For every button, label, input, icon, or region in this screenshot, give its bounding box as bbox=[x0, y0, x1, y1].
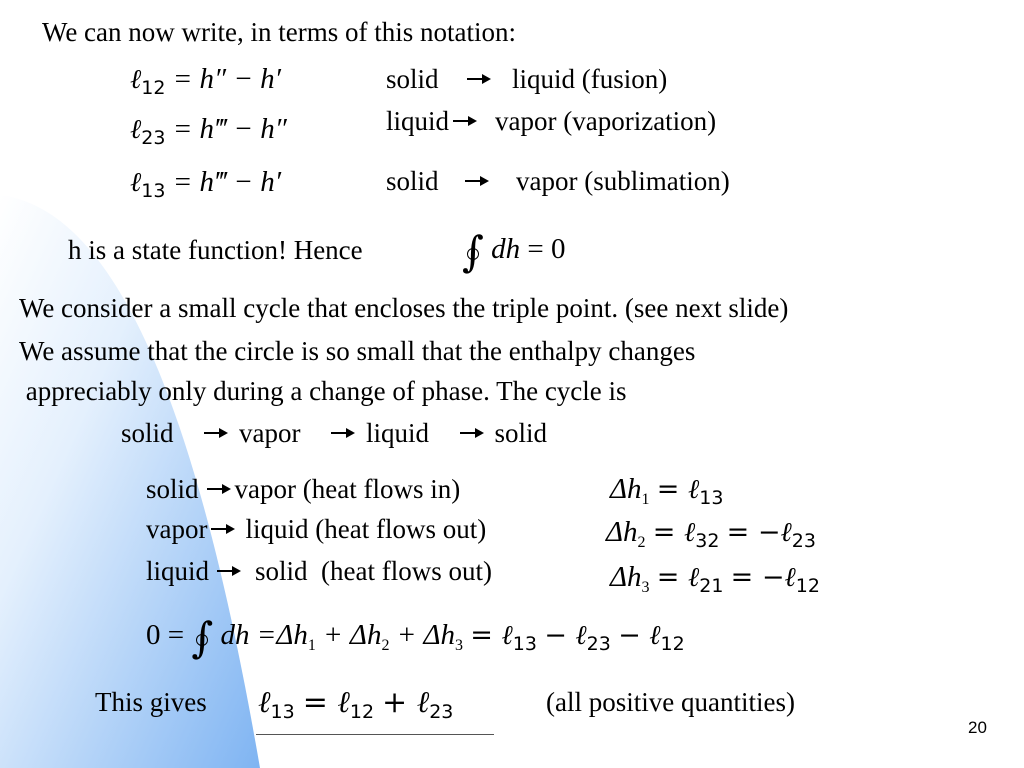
right-arrow-icon bbox=[205, 484, 231, 494]
latent-def-23 bbox=[130, 113, 287, 154]
sum-term: + Δh bbox=[396, 619, 456, 651]
step-1-text bbox=[146, 474, 460, 504]
state-function-text: h is a state function! Hence bbox=[68, 235, 363, 265]
ell-term: = −ℓ bbox=[730, 562, 796, 593]
phase-from: solid bbox=[386, 64, 439, 94]
phase-from: solid bbox=[386, 166, 439, 196]
step-2-text bbox=[146, 514, 486, 544]
ell-term: = ℓ bbox=[302, 685, 350, 720]
ell-subscript: 23 bbox=[791, 530, 816, 552]
closed-integral-eq bbox=[462, 227, 566, 276]
cycle-sum-eq bbox=[146, 613, 685, 662]
latent-desc-23 bbox=[386, 106, 716, 136]
cycle-phase: solid bbox=[494, 418, 548, 448]
ell-term: ℓ bbox=[258, 685, 271, 720]
right-arrow-icon bbox=[463, 176, 489, 186]
latent-def-rhs: = h‴ − h″ bbox=[172, 113, 287, 145]
dh-text: dh = bbox=[220, 619, 277, 651]
sum-term-sub: 12 bbox=[660, 633, 685, 655]
latent-def-13 bbox=[130, 166, 281, 207]
step-to: solid (heat flows out) bbox=[255, 556, 492, 586]
latent-def-rhs: = h‴ − h′ bbox=[172, 166, 282, 198]
step-2-eq bbox=[606, 516, 816, 559]
integral-rhs: = 0 bbox=[527, 233, 566, 265]
ell-subscript: 12 bbox=[795, 575, 820, 597]
page-number: 20 bbox=[968, 718, 987, 737]
delta-h: Δh bbox=[610, 473, 642, 505]
step-from: solid bbox=[146, 474, 199, 504]
ell-term: = ℓ bbox=[652, 517, 696, 548]
right-arrow-icon bbox=[202, 428, 228, 438]
right-arrow-icon bbox=[465, 74, 491, 84]
paragraph-3: appreciably only during a change of phase. The cycle is bbox=[19, 376, 627, 406]
sum-term-sub: 3 bbox=[455, 637, 464, 654]
ell-subscript: 13 bbox=[141, 180, 166, 202]
cycle-sequence bbox=[121, 418, 547, 448]
contour-integral-icon: ∫ bbox=[191, 613, 214, 662]
right-arrow-icon bbox=[215, 566, 241, 576]
sum-term-sub: 23 bbox=[586, 633, 611, 655]
right-arrow-icon bbox=[451, 116, 477, 126]
right-arrow-icon bbox=[329, 428, 355, 438]
dh-text: dh bbox=[491, 233, 521, 265]
right-arrow-icon bbox=[209, 524, 235, 534]
delta-h: Δh bbox=[606, 516, 638, 548]
step-to: liquid (heat flows out) bbox=[245, 514, 487, 544]
ell-subscript: 23 bbox=[141, 127, 166, 149]
sum-term: = ℓ bbox=[470, 620, 513, 651]
step-3-eq bbox=[610, 561, 820, 604]
step-to: vapor (heat flows in) bbox=[234, 474, 461, 504]
sum-term-sub: 2 bbox=[381, 637, 390, 654]
step-from: liquid bbox=[146, 556, 210, 586]
ell-term: = ℓ bbox=[656, 474, 700, 505]
delta-h-sub: 1 bbox=[641, 491, 650, 508]
phase-from: liquid bbox=[386, 106, 450, 136]
latent-def-12 bbox=[130, 63, 281, 104]
ell-symbol: ℓ bbox=[130, 114, 142, 145]
delta-h-sub: 3 bbox=[641, 579, 650, 596]
ell-subscript: 21 bbox=[699, 575, 724, 597]
phase-to: vapor (vaporization) bbox=[495, 106, 717, 136]
result-note: (all positive quantities) bbox=[546, 687, 795, 717]
phase-to: liquid (fusion) bbox=[512, 64, 668, 94]
phase-to: vapor (sublimation) bbox=[516, 166, 730, 196]
sum-term: + Δh bbox=[323, 619, 382, 651]
delta-h-sub: 2 bbox=[637, 534, 646, 551]
ell-term: = ℓ bbox=[656, 562, 700, 593]
step-3-text bbox=[146, 556, 492, 586]
delta-h: Δh bbox=[610, 561, 642, 593]
result-underline bbox=[256, 734, 494, 735]
ell-symbol: ℓ bbox=[130, 167, 142, 198]
sum-term: Δh bbox=[276, 619, 308, 651]
cycle-phase: vapor bbox=[239, 418, 301, 448]
ell-subscript: 13 bbox=[699, 487, 724, 509]
sum-term: − ℓ bbox=[544, 620, 587, 651]
cycle-phase: solid bbox=[121, 418, 174, 448]
result-eq bbox=[258, 685, 453, 728]
ell-subscript: 32 bbox=[695, 530, 720, 552]
sum-lhs: 0 = bbox=[146, 619, 185, 651]
latent-desc-13 bbox=[386, 166, 730, 196]
ell-term: + ℓ bbox=[382, 685, 430, 720]
sum-term-sub: 13 bbox=[512, 633, 537, 655]
intro-text: We can now write, in terms of this notation: bbox=[42, 17, 516, 47]
sum-term-sub: 1 bbox=[307, 637, 316, 654]
contour-integral-icon: ∫ bbox=[462, 227, 484, 276]
ell-subscript: 12 bbox=[141, 77, 166, 99]
step-1-eq bbox=[610, 473, 723, 516]
right-arrow-icon bbox=[458, 428, 484, 438]
cycle-phase: liquid bbox=[366, 418, 430, 448]
ell-subscript: 13 bbox=[270, 701, 295, 723]
step-from: vapor bbox=[146, 514, 208, 544]
paragraph-2: We assume that the circle is so small that the enthalpy changes bbox=[19, 336, 696, 366]
paragraph-1: We consider a small cycle that encloses the triple point. (see next slide) bbox=[19, 293, 789, 323]
ell-symbol: ℓ bbox=[130, 64, 142, 95]
ell-subscript: 12 bbox=[349, 701, 375, 723]
result-label: This gives bbox=[95, 687, 207, 717]
latent-desc-12 bbox=[386, 64, 667, 94]
ell-subscript: 23 bbox=[429, 701, 454, 723]
ell-term: = −ℓ bbox=[726, 517, 792, 548]
sum-term: − ℓ bbox=[618, 620, 661, 651]
latent-def-rhs: = h″ − h′ bbox=[172, 63, 281, 95]
